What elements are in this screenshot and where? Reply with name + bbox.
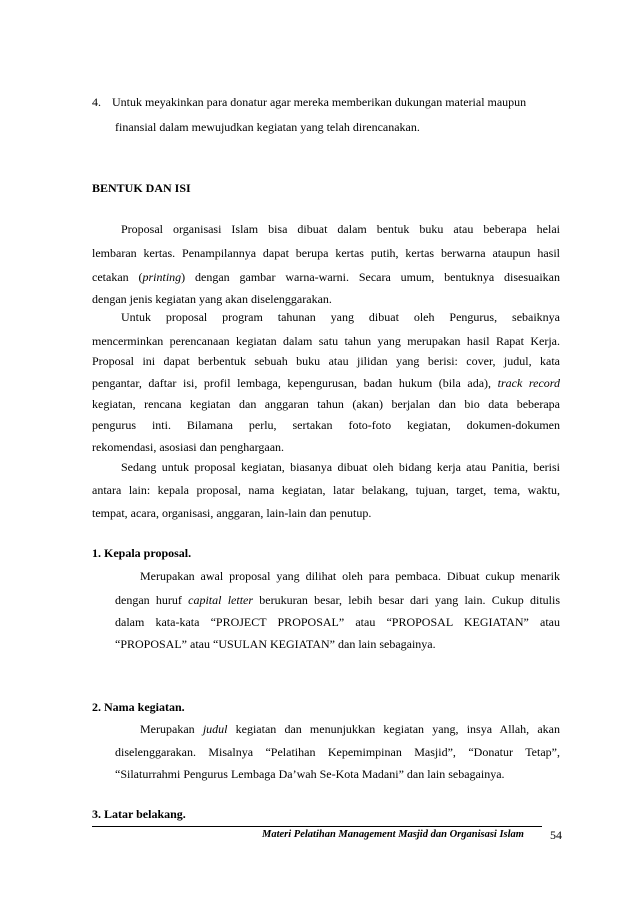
paragraph2-line-3: Proposal ini dapat berbentuk sebuah buku atau jilidan yang berisi: cover, judul, kata — [92, 354, 560, 368]
intro-item-text-2: finansial dalam mewujudkan kegiatan yang telah direncanakan. — [115, 120, 420, 134]
item1-line-3: dalam kata-kata “PROJECT PROPOSAL” atau “PROPOSAL KEGIATAN” atau — [115, 615, 560, 629]
paragraph3-line-2: antara lain: kepala proposal, nama kegiatan, latar belakang, tujuan, target, tema, waktu, — [92, 483, 560, 497]
paragraph1-line-1: Proposal organisasi Islam bisa dibuat dalam bentuk buku atau beberapa helai — [121, 222, 560, 236]
item1-line-4: “PROPOSAL” atau “USULAN KEGIATAN” dan lain sebagainya. — [115, 637, 436, 651]
item3-title: 3. Latar belakang. — [92, 807, 186, 821]
paragraph3-line-3: tempat, acara, organisasi, anggaran, lain-lain dan penutup. — [92, 506, 372, 520]
emphasis-text: printing — [142, 270, 182, 284]
paragraph3-line-1: Sedang untuk proposal kegiatan, biasanya dibuat oleh bidang kerja atau Panitia, berisi — [121, 460, 560, 474]
paragraph2-line-6: pengurus inti. Bilamana perlu, sertakan foto-foto kegiatan, dokumen-dokumen — [92, 418, 560, 432]
paragraph2-line-4: pengantar, daftar isi, profil lembaga, kepengurusan, badan hukum (bila ada), track record — [92, 376, 560, 390]
footer-rule — [92, 826, 542, 827]
paragraph1-line-2: lembaran kertas. Penampilannya dapat berupa kertas putih, kertas berwarna ataupun hasil — [92, 246, 560, 260]
emphasis-text: capital letter — [188, 593, 254, 607]
paragraph2-line-1: Untuk proposal program tahunan yang dibuat oleh Pengurus, sebaiknya — [121, 310, 560, 324]
emphasis-text: track record — [497, 376, 560, 390]
item1-line-1: Merupakan awal proposal yang dilihat oleh para pembaca. Dibuat cukup menarik — [140, 569, 560, 583]
section-title: BENTUK DAN ISI — [92, 181, 191, 195]
paragraph2-line-5: kegiatan, rencana kegiatan dan anggaran tahun (akan) berjalan dan bio data beberapa — [92, 397, 560, 411]
paragraph2-line-7: rekomendasi, asosiasi dan penghargaan. — [92, 440, 285, 454]
intro-item-line-1 — [92, 95, 560, 109]
item1-line-2: dengan huruf capital letter berukuran besar, lebih besar dari yang lain. Cukup ditulis — [115, 593, 561, 607]
intro-item-text-1: Untuk meyakinkan para donatur agar mereka memberikan dukungan material maupun — [112, 95, 527, 109]
footer-text: Materi Pelatihan Management Masjid dan Organisasi Islam — [262, 829, 524, 840]
intro-item-number: 4. — [92, 95, 101, 109]
paragraph1-line-3: cetakan (printing) dengan gambar warna-warni. Secara umum, bentuknya disesuaikan — [92, 270, 560, 284]
item2-line-1: Merupakan judul kegiatan dan menunjukkan kegiatan yang, insya Allah, akan — [140, 722, 560, 736]
page-number: 54 — [550, 828, 562, 842]
paragraph1-line-4: dengan jenis kegiatan yang akan diselenggarakan. — [92, 292, 332, 306]
item2-title: 2. Nama kegiatan. — [92, 700, 185, 714]
item1-title: 1. Kepala proposal. — [92, 546, 192, 560]
item2-line-3: “Silaturrahmi Pengurus Lembaga Da’wah Se-Kota Madani” dan lain sebagainya. — [115, 767, 505, 781]
emphasis-text: judul — [202, 722, 228, 736]
item2-line-2: diselenggarakan. Misalnya “Pelatihan Kepemimpinan Masjid”, “Donatur Tetap”, — [115, 745, 560, 759]
paragraph2-line-2: mencerminkan perencanaan kegiatan dalam satu tahun yang merupakan hasil Rapat Kerja. — [92, 334, 560, 348]
